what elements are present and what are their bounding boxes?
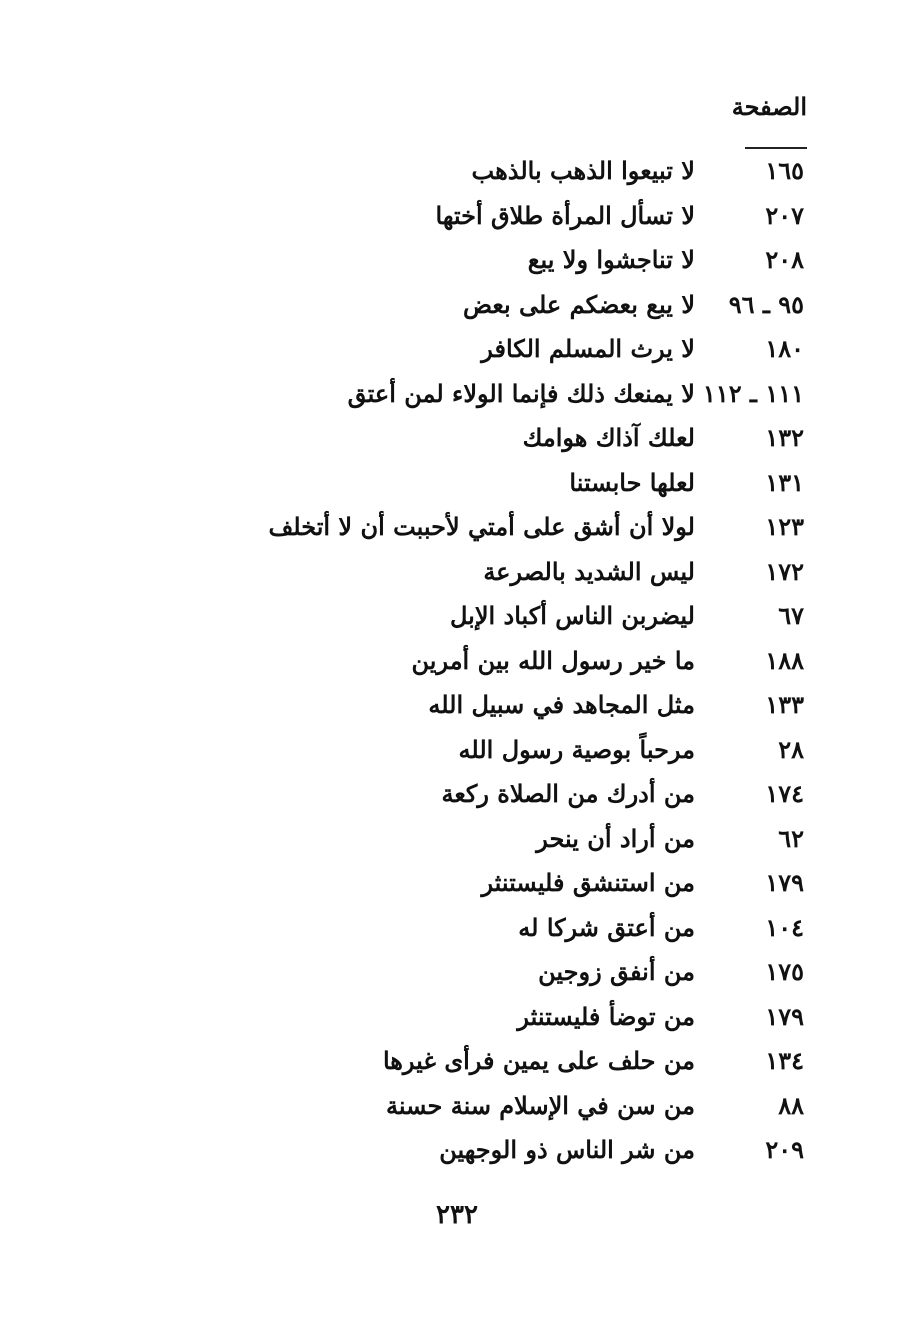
entry-page-ref: ١٨٠ bbox=[765, 334, 804, 363]
entry-hadith-text: لا يرث المسلم الكافر bbox=[481, 334, 695, 363]
index-entry bbox=[0, 729, 914, 774]
entry-hadith-text: من أنفق زوجين bbox=[538, 957, 695, 986]
entry-hadith-text: لا يمنعك ذلك فإنما الولاء لمن أعتق bbox=[347, 378, 695, 408]
entry-hadith-text: ليضربن الناس أكباد الإبل bbox=[449, 601, 695, 630]
index-entry bbox=[0, 996, 914, 1041]
entry-page-ref: ١٢٣ bbox=[765, 512, 804, 541]
index-entry bbox=[0, 239, 914, 284]
entry-hadith-text: لا تسأل المرأة طلاق أختها bbox=[435, 200, 695, 230]
page-column-header: الصفحة bbox=[731, 92, 807, 121]
page-number: ٢٣٢ bbox=[436, 1200, 478, 1230]
entry-hadith-text: مرحباً بوصية رسول الله bbox=[458, 734, 695, 764]
entry-hadith-text: من شر الناس ذو الوجهين bbox=[439, 1135, 695, 1164]
entry-hadith-text: من أدرك من الصلاة ركعة bbox=[441, 779, 695, 808]
entry-page-ref: ٩٥ ـ ٩٦ bbox=[728, 289, 804, 319]
index-entry bbox=[0, 862, 914, 907]
entry-hadith-text: مثل المجاهد في سبيل الله bbox=[428, 690, 695, 719]
entry-page-ref: ١٧٥ bbox=[765, 957, 804, 986]
entry-hadith-text: ما خير رسول الله بين أمرين bbox=[411, 645, 695, 675]
index-entry bbox=[0, 773, 914, 818]
index-entry bbox=[0, 462, 914, 507]
index-entry bbox=[0, 373, 914, 418]
entry-page-ref: ١٨٨ bbox=[765, 645, 804, 675]
entry-hadith-text: لا تبيعوا الذهب بالذهب bbox=[471, 156, 695, 185]
index-entry bbox=[0, 907, 914, 952]
index-entry bbox=[0, 595, 914, 640]
entry-page-ref: ١٧٤ bbox=[765, 779, 804, 808]
entry-hadith-text: لعلها حابستنا bbox=[569, 467, 695, 497]
index-entry bbox=[0, 506, 914, 551]
entry-hadith-text: من استنشق فليستنثر bbox=[481, 868, 695, 897]
index-entry bbox=[0, 195, 914, 240]
index-entry bbox=[0, 818, 914, 863]
header-underline bbox=[745, 147, 807, 149]
entry-hadith-text: من أراد أن ينحر bbox=[536, 823, 695, 853]
entry-hadith-text: من توضأ فليستنثر bbox=[517, 1001, 695, 1031]
entry-page-ref: ٢٠٨ bbox=[765, 245, 804, 274]
entry-page-ref: ٦٧ bbox=[778, 601, 804, 630]
entry-page-ref: ١٣٢ bbox=[765, 423, 804, 452]
entry-page-ref: ١٣٤ bbox=[765, 1046, 804, 1075]
entry-page-ref: ١٦٥ bbox=[765, 156, 804, 185]
entry-hadith-text: من أعتق شركا له bbox=[518, 912, 695, 942]
index-entry bbox=[0, 640, 914, 685]
entry-hadith-text: ليس الشديد بالصرعة bbox=[483, 556, 695, 586]
index-entry bbox=[0, 284, 914, 329]
entry-page-ref: ٢٠٧ bbox=[765, 200, 804, 230]
index-entry bbox=[0, 951, 914, 996]
entry-page-ref: ١١١ ـ ١١٢ bbox=[702, 378, 804, 408]
entry-hadith-text: لا يبع بعضكم على بعض bbox=[462, 289, 695, 319]
index-entry bbox=[0, 417, 914, 462]
entry-page-ref: ١٧٢ bbox=[765, 556, 804, 586]
index-entry bbox=[0, 150, 914, 195]
entry-hadith-text: من سن في الإسلام سنة حسنة bbox=[386, 1090, 695, 1120]
index-entry bbox=[0, 328, 914, 373]
entry-page-ref: ١٧٩ bbox=[765, 1001, 804, 1031]
entry-page-ref: ١٣٣ bbox=[765, 690, 804, 719]
entry-page-ref: ١٠٤ bbox=[765, 912, 804, 942]
index-entry bbox=[0, 1040, 914, 1085]
entry-page-ref: ٢٠٩ bbox=[765, 1135, 804, 1164]
entry-page-ref: ١٧٩ bbox=[765, 868, 804, 897]
entry-hadith-text: لولا أن أشق على أمتي لأحببت أن لا أتخلف bbox=[268, 512, 695, 541]
entry-page-ref: ١٣١ bbox=[765, 467, 804, 497]
index-entry bbox=[0, 551, 914, 596]
hadith-index-list bbox=[0, 150, 914, 1174]
entry-hadith-text: من حلف على يمين فرأى غيرها bbox=[382, 1046, 695, 1075]
entry-page-ref: ٦٢ bbox=[778, 823, 804, 853]
index-entry bbox=[0, 1085, 914, 1130]
entry-page-ref: ٨٨ bbox=[778, 1090, 804, 1120]
entry-hadith-text: لعلك آذاك هوامك bbox=[522, 423, 695, 452]
index-entry bbox=[0, 1129, 914, 1174]
index-entry bbox=[0, 684, 914, 729]
entry-page-ref: ٢٨ bbox=[778, 734, 804, 764]
entry-hadith-text: لا تناجشوا ولا يبع bbox=[527, 245, 695, 274]
